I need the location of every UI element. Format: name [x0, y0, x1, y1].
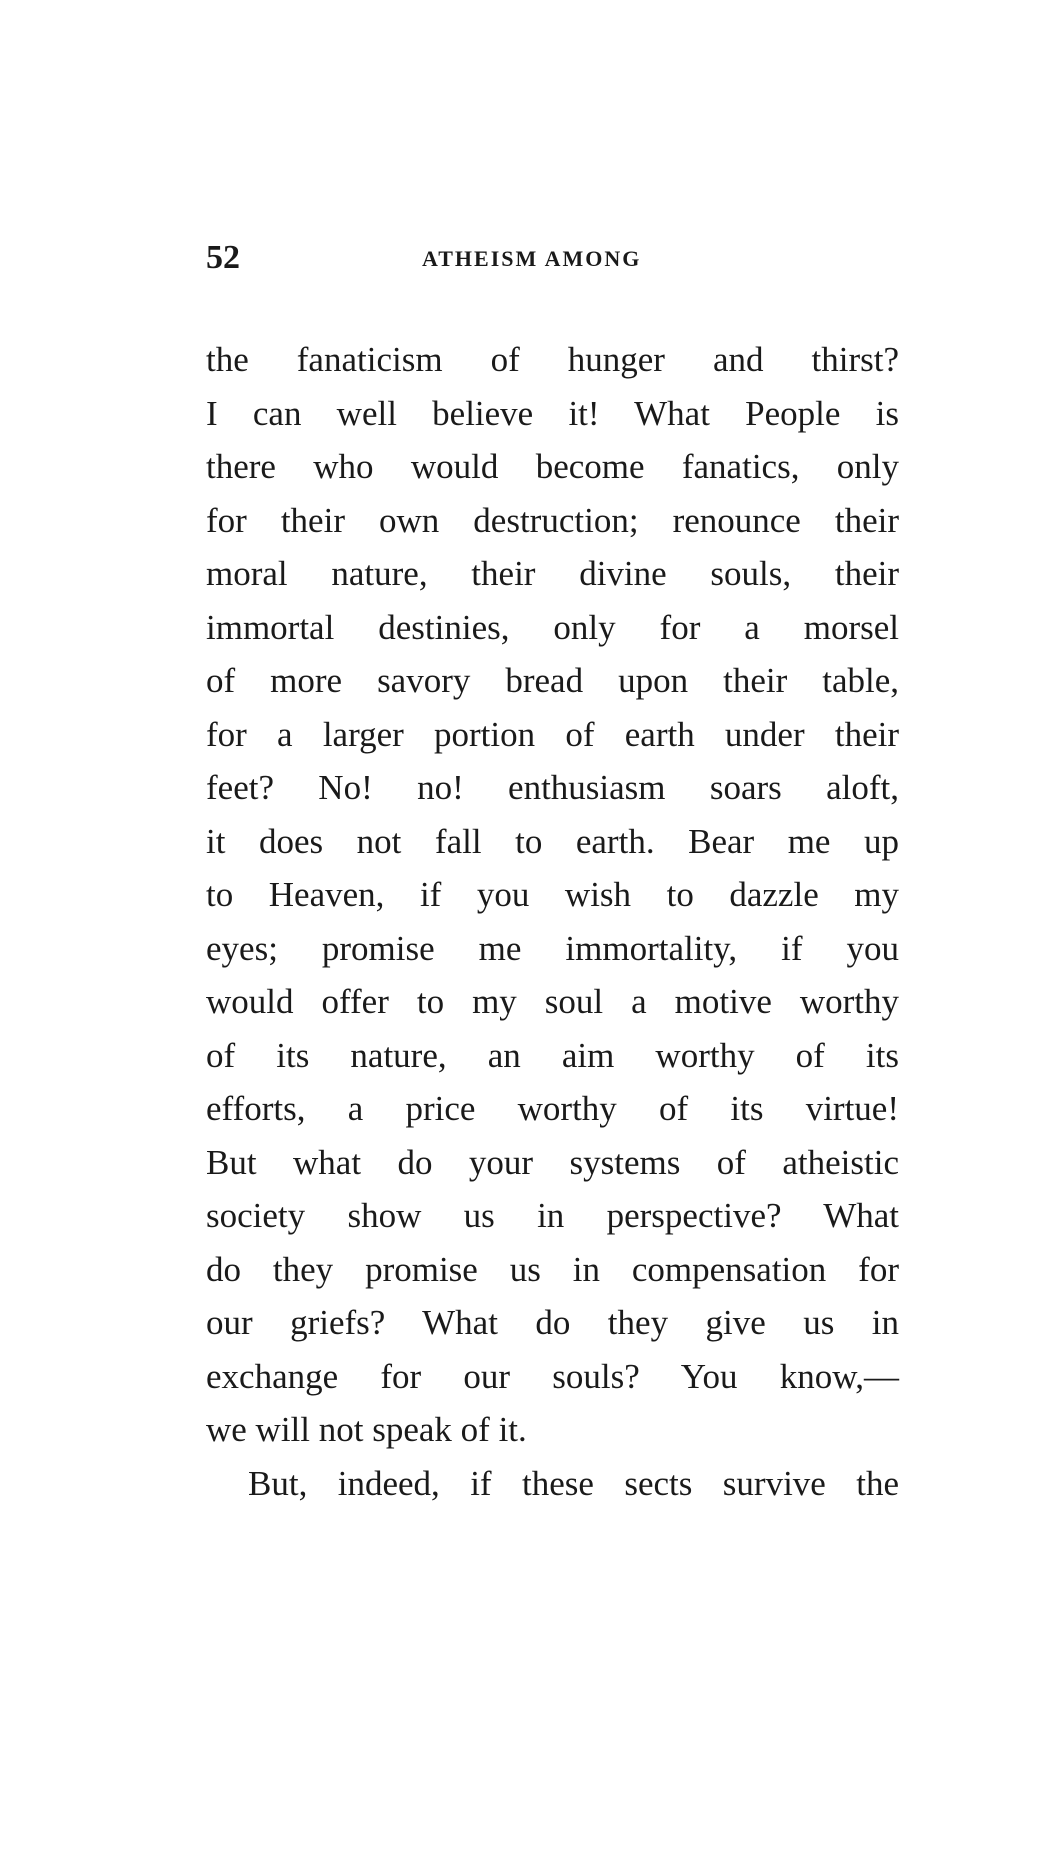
text-line: for their own destruction; renounce their	[206, 500, 899, 540]
text-line: exchange for our souls? You know,—	[206, 1356, 899, 1396]
text-line: we will not speak of it.	[206, 1410, 527, 1449]
text-line: society show us in perspective? What	[206, 1196, 899, 1235]
text-line: to Heaven, if you wish to dazzle my	[206, 875, 899, 914]
running-head	[206, 238, 906, 278]
paragraph-start-line: But, indeed, if these sects survive the	[248, 1463, 899, 1503]
text-line: eyes; promise me immortality, if you	[206, 928, 899, 968]
text-line: our griefs? What do they give us in	[206, 1303, 899, 1342]
text-line: of its nature, an aim worthy of its	[206, 1035, 899, 1075]
text-line: immortal destinies, only for a morsel	[206, 607, 899, 647]
text-line: But what do your systems of atheistic	[206, 1142, 899, 1182]
text-line: feet? No! no! enthusiasm soars aloft,	[206, 768, 899, 807]
text-line: the fanaticism of hunger and thirst?	[206, 340, 899, 379]
text-line: efforts, a price worthy of its virtue!	[206, 1089, 899, 1128]
text-line: moral nature, their divine souls, their	[206, 554, 899, 593]
text-line: of more savory bread upon their table,	[206, 661, 899, 700]
text-line: would offer to my soul a motive worthy	[206, 982, 899, 1021]
running-title: ATHEISM AMONG	[422, 246, 642, 271]
text-line: for a larger portion of earth under their	[206, 714, 899, 754]
text-line: do they promise us in compensation for	[206, 1249, 899, 1289]
text-line: it does not fall to earth. Bear me up	[206, 821, 899, 861]
page-number: 52	[206, 239, 240, 276]
text-line: there who would become fanatics, only	[206, 447, 899, 486]
text-line: I can well believe it! What People is	[206, 393, 899, 433]
body-text	[206, 333, 899, 1510]
